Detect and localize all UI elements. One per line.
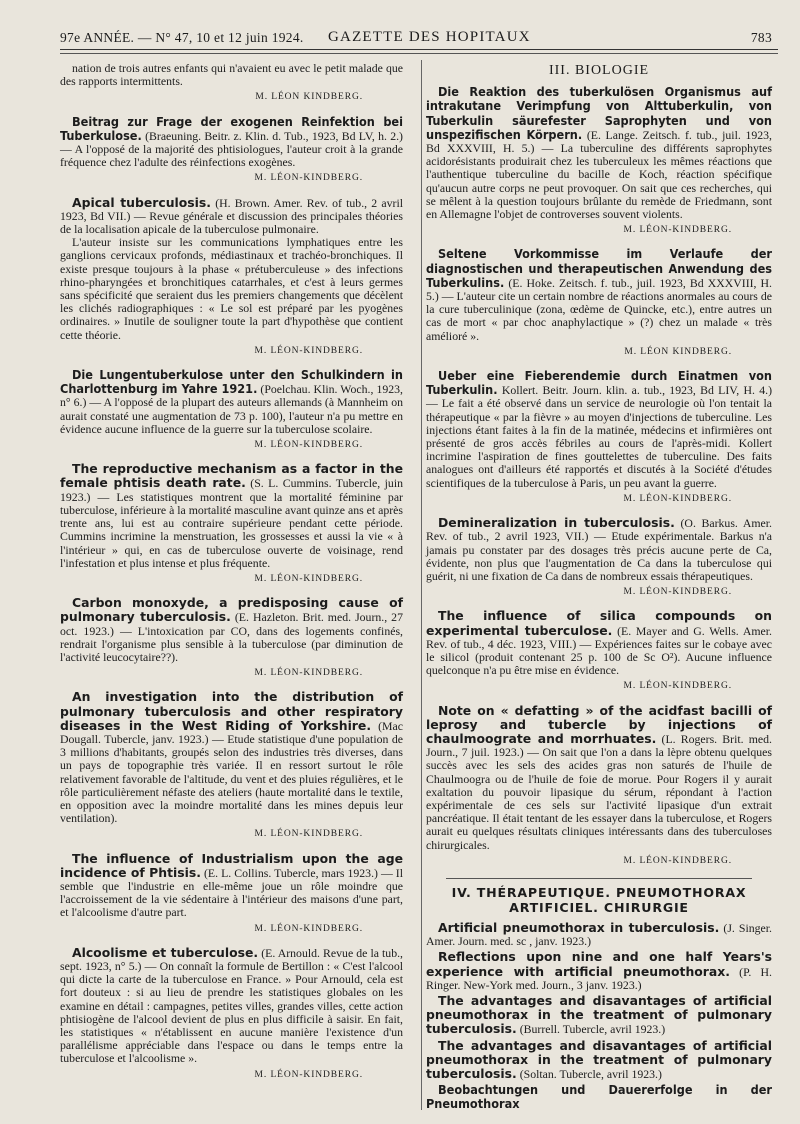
running-header [60, 26, 772, 48]
abstract-text: (L. Rogers. Brit. med. Journ., 7 juil. 1923.) — On sait que l'on a dans la lèpre obtenu quelques succès avec les sels des acides gras non saturés de l'huile de Chaulmoogra ou de l'huile de foie de morue. Pour Rogers il y aurait exaltation du pouvoir lipasique du sérum, répondant à l'action expérimentale de ces sels sur l'activité lipasique d'un extrait pancréatique. Il était tentant de les essayer dans la tuberculose, et Rogers aurait eu quelques résultats cliniques intéressants dans des tuberculoses chirurgicales. [426, 731, 772, 852]
abstract-entry [426, 704, 772, 868]
abstract-entry [426, 609, 772, 693]
abstract-entry [426, 85, 772, 237]
abstract-text: (E. Hoke. Zeitsch. f. tub., juil. 1923, Bd XXXVIII, H. 5.) — L'auteur cite un certain nombre de réactions anormales au cours de la cure tuberculinique (zona, œdème de Quincke, etc.), entre autres un cas de mort « par choc anaphylactique » (?) chez un malade « très amélioré ». [426, 275, 773, 343]
abstract-title: Demineralization in tuberculosis. [438, 515, 675, 531]
abstract-text: (Poelchau. Klin. Woch., 1923, n° 6.) — A l'opposé de la plupart des auteurs allemands (à Mannheim on aurait constaté une augmentation de 73 p. 100), l'auteur n'a pu mettre en évidence aucune influence de la guerre sur la tuberculose scolaire. [60, 382, 403, 436]
reference-entry [426, 950, 772, 992]
section-heading-therapeutique: IV. THÉRAPEUTIQUE. PNEUMOTHORAX ARTIFICIEL. CHIRURGIE [451, 884, 747, 915]
abstract-text: (E. L. Collins. Tubercle, mars 1923.) — Il semble que l'industrie en elle-même joue un rôle moindre que l'accroissement de la vie sédentaire à l'intérieur des maisons d'une part, et l'alcoolisme d'autre part. [60, 865, 403, 920]
header-rule-2 [60, 53, 778, 54]
abstract-title: The influence of silica compounds on experimental tuberculose. [426, 608, 772, 638]
abstract-entry [426, 516, 772, 599]
abstract-entry [60, 852, 403, 936]
abstract-text: L'auteur insiste sur les communications lymphatiques entre les ganglions cervicaux profonds, médiastinaux et trachéo-bronchiques. Il existe presque toujours à la phase « prétuberculeuse » des infections rhino-pharyngées et bronchitiques catarrhales, et c'est à leurs germes sans spécificité que seraient dus les premiers changements que décèlent les clichés radiographiques : « Le sol est préparé par les pyogènes ordinaires. » Inutile de souligner toute la part d'hypothèse que contient cette théorie. [60, 235, 403, 342]
abstract-signature: M. LÉON-KINDBERG. [623, 681, 732, 692]
abstract-title: Die Reaktion des tuberkulösen Organismus auf intrakutane Verimpfung von Alttuberkulin, von Tuberkulin säurefester Saprophyten und von unspezifischen Körpern. [426, 84, 772, 142]
reference-entry [426, 1039, 772, 1082]
abstract-text: (E. Mayer and G. Wells. Amer. Rev. of tub., 4 déc. 1923, VIII.) — Expériences faites sur le cobaye avec le silicol (produit contenant 25 p. 100 de Sc O²). Aucune influence quelconque n'a pu être mise en évidence. [426, 623, 773, 678]
abstract-entry [60, 596, 403, 680]
reference-text: (Soltan. Tubercle, avril 1923.) [519, 1067, 662, 1081]
reference-text: (Burrell. Tubercle, avril 1923.) [519, 1022, 666, 1037]
reference-title: Reflections upon nine and one half Years's experience with artificial pneumothorax. [426, 949, 772, 979]
section-rule [446, 878, 752, 879]
reference-entry [426, 921, 772, 948]
abstract-title: Ueber eine Fieberendemie durch Einatmen von Tuberkulin. [426, 368, 772, 398]
reference-text: (P. H. Ringer. New-York med. Journ., 3 janv. 1923.) [426, 964, 772, 992]
abstract-title: Seltene Vorkommisse im Verlaufe der diagnostischen und therapeutischen Anwendung des Tuberkulins. [426, 246, 772, 290]
header-rule [60, 49, 778, 50]
abstract-entry [60, 62, 403, 105]
reference-text: (J. Singer. Amer. Journ. med. sc , janv. 1923.) [426, 920, 772, 949]
page-number: 783 [750, 30, 772, 45]
abstract-title: Carbon monoxyde, a predisposing cause of pulmonary tuberculosis. [60, 595, 403, 625]
abstract-text: nation de trois autres enfants qui n'avaient eu avec le petit malade que des rapports intermittents. [60, 61, 403, 89]
abstract-signature: M. LÉON-KINDBERG. [254, 345, 363, 356]
abstract-signature: M. LÉON-KINDBERG. [623, 587, 732, 598]
abstract-signature: M. LÉON-KINDBERG. [623, 855, 732, 866]
abstract-text: (Mac Dougall. Tubercle, janv. 1923.) — Etude statistique d'une population de 3 millions d'habitants, groupés selon des industries très diverses, dans un pays de topographie très variée. Il en ressort surtout le rôle relativement favorable de l'altitude, du vent et des pluies régulières, et le rôle particulièrement néfaste des ateliers (haute mortalité dans le textile, en opposition avec la moindre mortalité dans les mines depuis leur ventilation). [60, 718, 404, 826]
abstract-entry [60, 115, 403, 186]
abstract-signature: M. LÉON KINDBERG. [255, 92, 363, 103]
abstract-entry [60, 462, 403, 586]
reference-title: Artificial pneumothorax in tuberculosis. [438, 919, 720, 935]
abstract-signature: M. LÉON-KINDBERG. [254, 1069, 363, 1080]
abstract-signature: M. LÉON-KINDBERG. [254, 173, 363, 184]
reference-entry [426, 994, 772, 1037]
reference-entry [426, 1083, 772, 1111]
abstract-title: The influence of Industrialism upon the age incidence of Phtisis. [60, 850, 403, 880]
abstract-signature: M. LÉON KINDBERG. [624, 346, 732, 357]
abstract-entry [426, 369, 772, 506]
column-divider [421, 60, 422, 1110]
reference-title: The advantages and disavantages of artificial pneumothorax in the treatment of pulmonary tuberculosis. [426, 1037, 772, 1081]
abstract-entry [60, 946, 403, 1082]
abstract-signature: M. LÉON-KINDBERG. [254, 573, 363, 584]
journal-title: GAZETTE DES HOPITAUX [328, 29, 531, 45]
section-heading-biologie: III. BIOLOGIE [548, 63, 650, 78]
abstract-text: (H. Brown. Amer. Rev. of tub., 2 avril 1923, Bd VII.) — Revue générale et discussion des principales théories de la localisation apicale de la tuberculose pulmonaire. [60, 195, 404, 237]
abstract-entry [426, 247, 772, 359]
left-column [60, 62, 403, 1092]
issue-line: 97e ANNÉE. — N° 47, 10 et 12 juin 1924. [60, 30, 304, 45]
abstract-text: (S. L. Cummins. Tubercle, juin 1923.) — Les statistiques montrent que la mortalité féminine par tuberculose, inférieure à la mortalité masculine avant quinze ans et après trente ans, lui est au contraire supérieure pendant cette période. Cummins incrimine la menstruation, les grossesses et aussi la vie « à l'intérieur » qui, en cas de tuberculose ouverte de voisinage, rend l'infestation et plus intense et plus fréquente. [60, 476, 404, 570]
abstract-entry [60, 196, 403, 358]
reference-title: The advantages and disavantages of artificial pneumothorax in the treatment of pulmonary tuberculosis. [426, 992, 772, 1037]
abstract-text: (O. Barkus. Amer. Rev. of tub., 2 avril 1923, VII.) — Etude expérimentale. Barkus n'a jamais pu constater par des dosages très précis aucune perte de Ca, évidente, non plus que l'augmentation de Ca dans la tuberculose qui guérit, ni une fixation de Ca dans de nombreux essais thérapeutiques. [426, 516, 772, 583]
abstract-title: Alcoolisme et tuberculose. [72, 944, 259, 960]
abstract-text: Kollert. Beitr. Journ. klin. a. tub., 1923, Bd LIV, H. 4.) — Le fait a été observé dans un service de neurologie où l'on tentait la thérapeutique « par la fièvre » au moyen d'injections de tuberculine. Les injections étant faites à la fin de la matinée, médecins et infirmières ont présenté de gros accès fébriles au cours de l'après-midi. Kollert incrimine l'aspiration de fines gouttelettes de tuberculine. Des faits analogues ont d'ailleurs été rapportés et discutés à la Société d'études scientifiques de la tuberculose à Paris, un peu avant la guerre. [426, 383, 772, 490]
abstract-title: The reproductive mechanism as a factor in the female phtisis death rate. [60, 461, 403, 491]
abstract-signature: M. LÉON-KINDBERG. [254, 923, 363, 934]
abstract-title: Apical tuberculosis. [72, 194, 211, 210]
abstract-title: Note on « defatting » of the acidfast bacilli of leprosy and tubercle by injections of chaulmoograte and morrhuates. [426, 702, 772, 746]
abstract-title: An investigation into the distribution of pulmonary tuberculosis and other respiratory diseases in the West Riding of Yorkshire. [60, 689, 403, 733]
abstract-signature: M. LÉON-KINDBERG. [254, 440, 363, 451]
abstract-signature: M. LÉON-KINDBERG. [254, 829, 363, 840]
abstract-signature: M. LÉON-KINDBERG. [623, 493, 732, 504]
abstract-signature: M. LÉON-KINDBERG. [254, 668, 363, 679]
abstract-entry [60, 368, 403, 452]
abstract-text: (E. Lange. Zeitsch. f. tub., juil. 1923, Bd XXXVIII, H. 5.) — La tuberculine des différents saprophytes acidorésistants produirait chez les tuberculeux les mêmes réactions que l'authentique tuberculine du bacille de Koch, réaction spécifique qu'aucun autre corps ne peut provoquer. On sait que ces recherches, qui se mêlent à la question toujours brûlante du remède de Friedmann, sont en Allemagne l'objet de controverses souvent violents. [426, 127, 772, 222]
abstract-text: (Braeuning. Beitr. z. Klin. d. Tub., 1923, Bd LV, h. 2.) — A l'opposé de la majorité des phtisiologues, l'auteur croit à la grande fréquence chez l'adulte des réinfections exogènes. [60, 128, 403, 170]
abstract-text: (E. Arnould. Revue de la tub., sept. 1923, n° 5.) — On connaît la formule de Bertillon : « C'est l'alcool qui dicte la carte de la tuberculose en France. » Pour Arnould, cela est fort douteux : si au lieu de prendre les statistiques globales on les examine en détail : campagnes, petites villes, grandes villes, cette action phtisiogène de l'alcool devient de plus en plus difficile à saisir. En fait, les statistiques « n'établissent en aucune manière l'existence d'un parallélisme appréciable dans l'espace ou dans le temps entre la tuberculose et l'alcoolisme ». [60, 945, 403, 1066]
abstract-title: Die Lungentuberkulose unter den Schulkindern in Charlottenburg im Yahre 1921. [60, 367, 403, 397]
right-column [426, 62, 772, 1114]
abstract-title: Beitrag zur Frage der exogenen Reinfektion bei Tuberkulose. [60, 113, 403, 143]
abstract-signature: M. LÉON-KINDBERG. [623, 225, 732, 236]
abstract-entry [60, 690, 403, 841]
reference-title: Beobachtungen und Dauererfolge in der Pneumothorax [426, 1082, 772, 1112]
abstract-text: (E. Hazleton. Brit. med. Journ., 27 oct. 1923.) — L'intoxication par CO, dans des logements confinés, rendrait l'organisme plus sensible à la tuberculose (par diminution de l'activité leucocytaire??). [60, 610, 403, 664]
